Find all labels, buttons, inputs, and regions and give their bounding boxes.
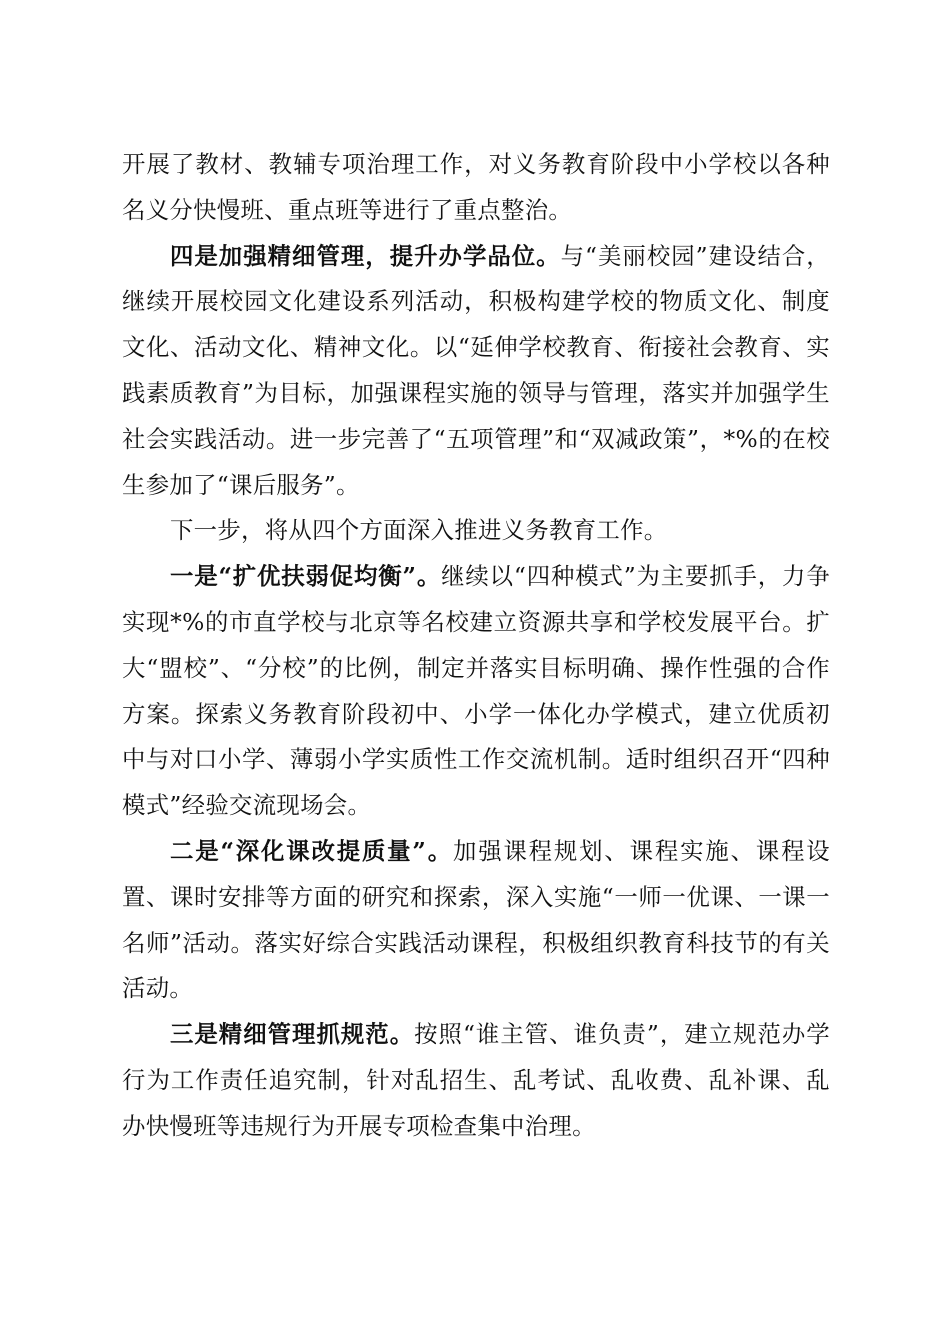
document-body xyxy=(122,142,830,1150)
paragraph-standardization xyxy=(122,1012,830,1149)
paragraph-fine-management xyxy=(122,234,830,509)
paragraph-lead-heading: 三是精细管理抓规范。 xyxy=(169,1020,415,1049)
paragraph-textbook-governance xyxy=(122,142,830,234)
paragraph-lead-heading: 二是“深化课改提质量”。 xyxy=(169,836,453,865)
paragraph-text: 加强课程规划、课程实施、课程设置、课时安排等方面的研究和探索，深入实施“一师一优课、一课一名师”活动。落实好综合实践活动课程，积极组织教育科技节的有关活动。 xyxy=(122,836,830,1003)
paragraph-text: 按照“谁主管、谁负责”，建立规范办学行为工作责任追究制，针对乱招生、乱考试、乱收费、乱补课、乱办快慢班等违规行为开展专项检查集中治理。 xyxy=(122,1020,830,1140)
paragraph-text: 开展了教材、教辅专项治理工作，对义务教育阶段中小学校以各种名义分快慢班、重点班等进行了重点整治。 xyxy=(122,150,830,224)
paragraph-curriculum-reform xyxy=(122,829,830,1012)
paragraph-next-steps xyxy=(122,508,830,554)
paragraph-text: 下一步，将从四个方面深入推进义务教育工作。 xyxy=(169,516,668,545)
paragraph-lead-heading: 四是加强精细管理，提升办学品位。 xyxy=(169,241,561,270)
paragraph-balance xyxy=(122,554,830,829)
paragraph-text: 与“美丽校园”建设结合，继续开展校园文化建设系列活动，积极构建学校的物质文化、制度文化、活动文化、精神文化。以“延伸学校教育、衔接社会教育、实践素质教育”为目标，加强课程实施的领导与管理，落实并加强学生社会实践活动。进一步完善了“五项管理”和“双减政策”，*%的在校生参加了“课后服务”。 xyxy=(122,241,830,499)
paragraph-text: 继续以“四种模式”为主要抓手，力争实现*%的市直学校与北京等名校建立资源共享和学校发展平台。扩大“盟校”、“分校”的比例，制定并落实目标明确、操作性强的合作方案。探索义务教育阶段初中、小学一体化办学模式，建立优质初中与对口小学、薄弱小学实质性工作交流机制。适时组织召开“四种模式”经验交流现场会。 xyxy=(122,562,831,820)
paragraph-lead-heading: 一是“扩优扶弱促均衡”。 xyxy=(169,562,442,591)
